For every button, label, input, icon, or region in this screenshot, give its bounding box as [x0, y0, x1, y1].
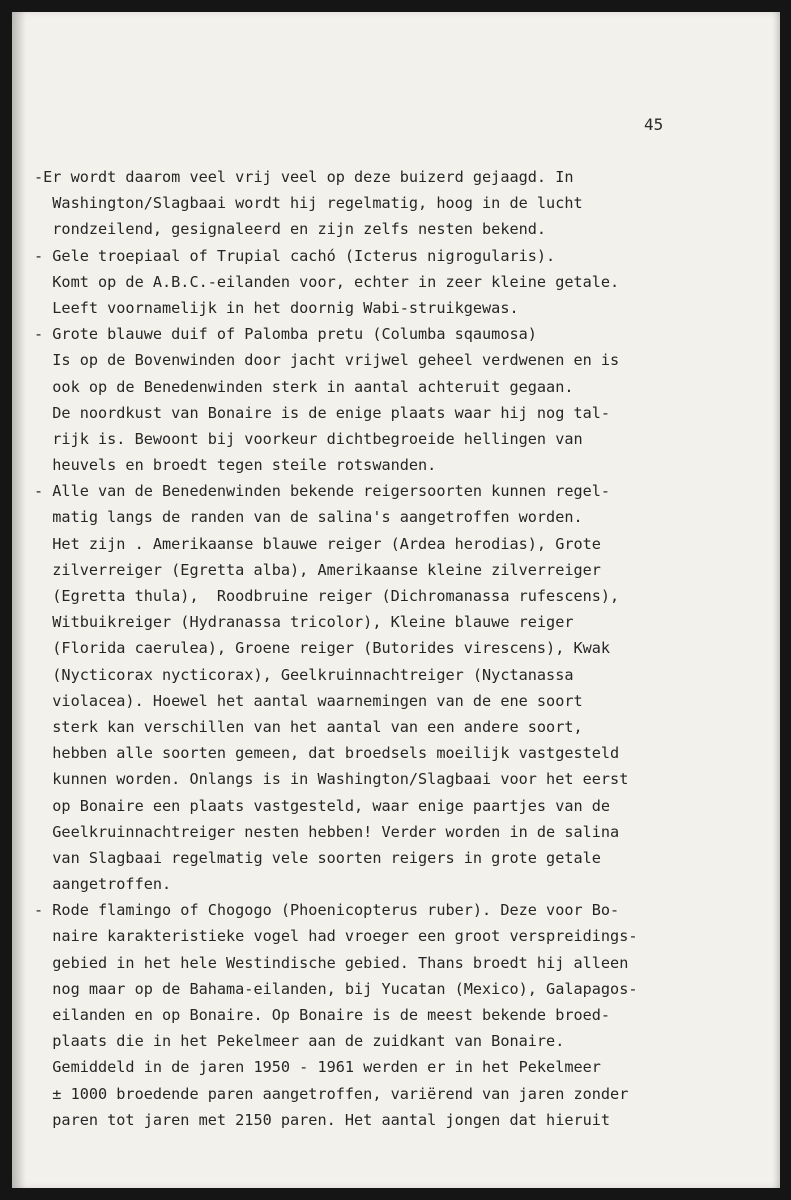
page-number: 45 [644, 115, 664, 134]
text-line: Komt op de A.B.C.-eilanden voor, echter in zeer kleine getale. [34, 272, 620, 291]
text-line: eilanden en op Bonaire. Op Bonaire is de meest bekende broed- [34, 1006, 611, 1024]
page-edge-shadow [772, 12, 780, 1188]
book-gutter-shadow [12, 12, 26, 1188]
text-line: - Rode flamingo of Chogogo (Phoenicopterus ruber). Deze voor Bo- [34, 901, 620, 920]
text-line: Gemiddeld in de jaren 1950 - 1961 werden er in het Pekelmeer [34, 1058, 601, 1077]
text-line: -Er wordt daarom veel vrij veel op deze buizerd gejaagd. In [34, 168, 574, 186]
text-line: naire karakteristieke vogel had vroeger een groot verspreidings- [34, 927, 638, 946]
text-line: (Nycticorax nycticorax), Geelkruinnachtreiger (Nyctanassa [34, 665, 574, 684]
text-line: matig langs de randen van de salina's aangetroffen worden. [34, 508, 583, 527]
text-line: Witbuikreiger (Hydranassa tricolor), Kleine blauwe reiger [34, 613, 574, 632]
text-line: kunnen worden. Onlangs is in Washington/Slagbaai voor het eerst [34, 770, 629, 789]
text-line: gebied in het hele Westindische gebied. Thans broedt hij alleen [34, 953, 629, 972]
text-line: van Slagbaai regelmatig vele soorten reigers in grote getale [34, 848, 601, 867]
text-line: - Grote blauwe duif of Palomba pretu (Columba sqaumosa) [34, 325, 537, 344]
text-line: heuvels en broedt tegen steile rotswanden. [34, 456, 437, 475]
text-line: Is op de Bovenwinden door jacht vrijwel geheel verdwenen en is [34, 351, 620, 370]
text-line: sterk kan verschillen van het aantal van een andere soort, [34, 717, 583, 736]
text-line: op Bonaire een plaats vastgesteld, waar enige paartjes van de [34, 796, 611, 815]
text-line: rondzeilend, gesignaleerd en zijn zelfs nesten bekend. [34, 220, 547, 239]
document-page [12, 12, 780, 1188]
text-line: (Egretta thula), Roodbruine reiger (Dichromanassa rufescens), [34, 587, 620, 605]
text-line: zilverreiger (Egretta alba), Amerikaanse kleine zilverreiger [34, 560, 601, 579]
text-line: plaats die in het Pekelmeer aan de zuidkant van Bonaire. [34, 1032, 565, 1051]
text-line: ook op de Benedenwinden sterk in aantal achteruit gegaan. [34, 377, 574, 396]
text-line: ± 1000 broedende paren aangetroffen, variërend van jaren zonder [34, 1084, 629, 1103]
body-text [34, 164, 734, 1133]
text-line: violacea). Hoewel het aantal waarnemingen van de ene soort [34, 691, 583, 710]
text-line: rijk is. Bewoont bij voorkeur dichtbegroeide hellingen van [34, 429, 583, 448]
text-line: Geelkruinnachtreiger nesten hebben! Verder worden in de salina [34, 822, 620, 841]
text-line: - Gele troepiaal of Trupial cachó (Icterus nigrogularis). [34, 246, 556, 265]
text-line: paren tot jaren met 2150 paren. Het aantal jongen dat hieruit [34, 1110, 611, 1129]
text-line: hebben alle soorten gemeen, dat broedsels moeilijk vastgesteld [34, 744, 620, 763]
text-line: (Florida caerulea), Groene reiger (Butorides virescens), Kwak [34, 639, 611, 658]
text-line: - Alle van de Benedenwinden bekende reigersoorten kunnen regel- [34, 482, 611, 501]
text-line: De noordkust van Bonaire is de enige plaats waar hij nog tal- [34, 403, 611, 422]
text-line: Washington/Slagbaai wordt hij regelmatig, hoog in de lucht [34, 194, 583, 213]
text-line: Leeft voornamelijk in het doornig Wabi-struikgewas. [34, 298, 519, 317]
text-line: nog maar op de Bahama-eilanden, bij Yucatan (Mexico), Galapagos- [34, 979, 638, 998]
text-line: Het zijn . Amerikaanse blauwe reiger (Ardea herodias), Grote [34, 534, 601, 553]
text-line: aangetroffen. [34, 875, 172, 894]
